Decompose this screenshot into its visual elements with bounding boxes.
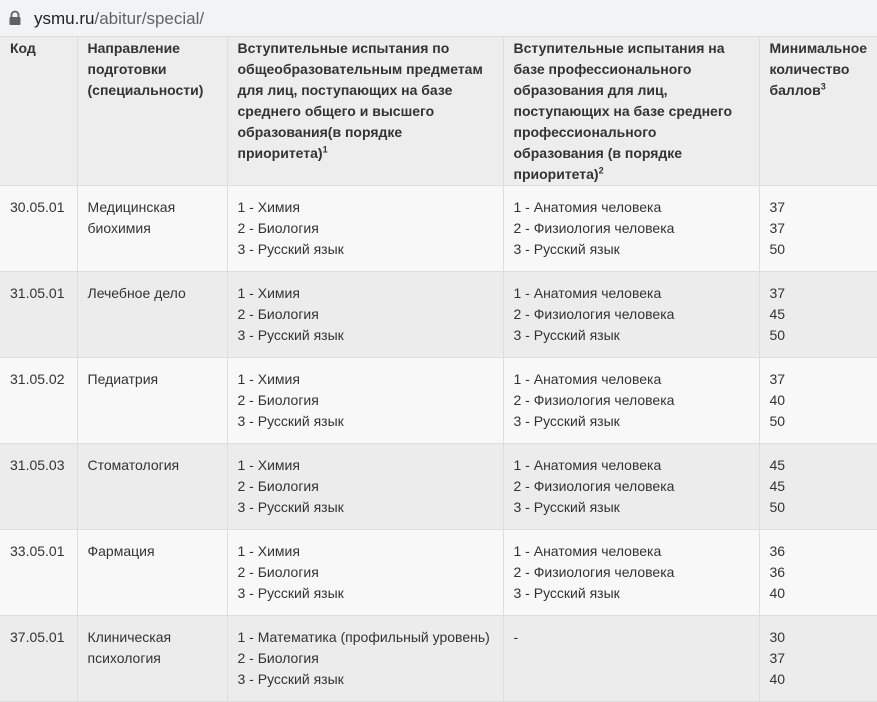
code-text: 31.05.01 bbox=[10, 285, 65, 301]
admission-table bbox=[0, 37, 877, 702]
cell-direction bbox=[77, 358, 227, 444]
cell-direction bbox=[77, 530, 227, 616]
cell-general-exams bbox=[227, 186, 503, 272]
exam-item: 1 - Анатомия человека bbox=[513, 199, 662, 215]
cell-code bbox=[0, 444, 77, 530]
exam-item: 2 - Физиология человека bbox=[513, 478, 675, 494]
code-text: 30.05.01 bbox=[10, 199, 65, 215]
exam-item: 2 - Физиология человека bbox=[513, 564, 675, 580]
url-text[interactable] bbox=[34, 9, 204, 29]
exam-item: 1 - Анатомия человека bbox=[513, 285, 662, 301]
score-value: 40 bbox=[769, 585, 786, 601]
exam-item: 2 - Физиология человека bbox=[513, 306, 675, 322]
cell-direction bbox=[77, 272, 227, 358]
header-general-exams: Вступительные испытания по общеобразовательным предметам для лиц, поступающих на базе среднего общего и высшего образования(в порядке приоритета)$^1$ bbox=[227, 37, 503, 186]
cell-direction bbox=[77, 444, 227, 530]
cell-min-score bbox=[759, 358, 877, 444]
table-row bbox=[0, 186, 877, 272]
cell-prof-exams bbox=[503, 186, 759, 272]
cell-code bbox=[0, 530, 77, 616]
cell-prof-exams bbox=[503, 530, 759, 616]
cell-direction bbox=[77, 186, 227, 272]
code-text: 37.05.01 bbox=[10, 629, 65, 645]
score-value: 37 bbox=[769, 199, 786, 215]
cell-prof-exams bbox=[503, 358, 759, 444]
exam-item: 1 - Анатомия человека bbox=[513, 457, 662, 473]
cell-code bbox=[0, 358, 77, 444]
score-value: 50 bbox=[769, 241, 786, 257]
exam-item: 1 - Химия bbox=[237, 543, 300, 559]
exam-item: 1 - Химия bbox=[237, 285, 300, 301]
direction-text: Фармация bbox=[87, 543, 155, 559]
exam-item: 2 - Физиология человека bbox=[513, 392, 675, 408]
footnote-3: 3 bbox=[820, 81, 826, 92]
footnote-1: 1 bbox=[322, 144, 328, 155]
direction-text: Стоматология bbox=[87, 457, 180, 473]
exam-item: 3 - Русский язык bbox=[237, 241, 344, 257]
cell-code bbox=[0, 186, 77, 272]
score-value: 40 bbox=[769, 392, 786, 408]
cell-min-score bbox=[759, 186, 877, 272]
cell-prof-exams bbox=[503, 272, 759, 358]
cell-min-score bbox=[759, 272, 877, 358]
exam-item: - bbox=[513, 629, 519, 645]
exam-item: 3 - Русский язык bbox=[237, 585, 344, 601]
exam-item: 3 - Русский язык bbox=[237, 499, 344, 515]
score-value: 45 bbox=[769, 457, 786, 473]
exam-item: 3 - Русский язык bbox=[237, 413, 344, 429]
exam-item: 3 - Русский язык bbox=[237, 327, 344, 343]
cell-prof-exams bbox=[503, 616, 759, 702]
cell-code bbox=[0, 616, 77, 702]
score-value: 30 bbox=[769, 629, 786, 645]
exam-item: 3 - Русский язык bbox=[513, 327, 620, 343]
url-path: /abitur/special/ bbox=[94, 9, 205, 28]
exam-item: 1 - Химия bbox=[237, 199, 300, 215]
cell-direction bbox=[77, 616, 227, 702]
table-row bbox=[0, 616, 877, 702]
code-text: 31.05.03 bbox=[10, 457, 65, 473]
direction-text: Педиатрия bbox=[87, 371, 159, 387]
cell-general-exams bbox=[227, 530, 503, 616]
header-code: Код bbox=[0, 37, 77, 186]
cell-general-exams bbox=[227, 444, 503, 530]
score-value: 37 bbox=[769, 220, 786, 236]
footnote-2: 2 bbox=[598, 165, 604, 176]
url-host: ysmu.ru bbox=[34, 9, 95, 28]
exam-item: 2 - Биология bbox=[237, 650, 319, 666]
score-value: 50 bbox=[769, 499, 786, 515]
header-direction: Направление подготовки (специальности) bbox=[77, 37, 227, 186]
exam-item: 1 - Математика (профильный уровень) bbox=[237, 629, 490, 645]
cell-general-exams bbox=[227, 616, 503, 702]
score-value: 37 bbox=[769, 371, 786, 387]
cell-prof-exams bbox=[503, 444, 759, 530]
exam-item: 1 - Химия bbox=[237, 457, 300, 473]
exam-item: 3 - Русский язык bbox=[513, 241, 620, 257]
exam-item: 1 - Химия bbox=[237, 371, 300, 387]
exam-item: 3 - Русский язык bbox=[513, 585, 620, 601]
score-value: 45 bbox=[769, 478, 786, 494]
score-value: 37 bbox=[769, 650, 786, 666]
cell-min-score bbox=[759, 444, 877, 530]
direction-text: Клиническая психология bbox=[87, 629, 172, 666]
code-text: 33.05.01 bbox=[10, 543, 65, 559]
cell-general-exams bbox=[227, 358, 503, 444]
exam-item: 2 - Физиология человека bbox=[513, 220, 675, 236]
cell-general-exams bbox=[227, 272, 503, 358]
exam-item: 3 - Русский язык bbox=[513, 499, 620, 515]
code-text: 31.05.02 bbox=[10, 371, 65, 387]
exam-item: 2 - Биология bbox=[237, 392, 319, 408]
exam-item: 3 - Русский язык bbox=[513, 413, 620, 429]
score-value: 36 bbox=[769, 564, 786, 580]
direction-text: Лечебное дело bbox=[87, 285, 186, 301]
score-value: 37 bbox=[769, 285, 786, 301]
header-min-score: Минимальное количество баллов$^3$ bbox=[759, 37, 877, 186]
score-value: 50 bbox=[769, 413, 786, 429]
cell-code bbox=[0, 272, 77, 358]
table-row bbox=[0, 444, 877, 530]
table-row bbox=[0, 272, 877, 358]
exam-item: 1 - Анатомия человека bbox=[513, 543, 662, 559]
exam-item: 2 - Биология bbox=[237, 220, 319, 236]
cell-min-score bbox=[759, 616, 877, 702]
score-value: 50 bbox=[769, 327, 786, 343]
direction-text: Медицинская биохимия bbox=[87, 199, 176, 236]
score-value: 40 bbox=[769, 671, 786, 687]
table-row bbox=[0, 358, 877, 444]
cell-min-score bbox=[759, 530, 877, 616]
address-bar[interactable] bbox=[0, 0, 877, 37]
exam-item: 3 - Русский язык bbox=[237, 671, 344, 687]
score-value: 45 bbox=[769, 306, 786, 322]
exam-item: 1 - Анатомия человека bbox=[513, 371, 662, 387]
header-row bbox=[0, 37, 877, 186]
score-value: 36 bbox=[769, 543, 786, 559]
exam-item: 2 - Биология bbox=[237, 478, 319, 494]
exam-item: 2 - Биология bbox=[237, 564, 319, 580]
header-prof-exams: Вступительные испытания на базе профессионального образования для лиц, поступающих на базе среднего профессионального образования (в порядке приоритета)$^2$ bbox=[503, 37, 759, 186]
lock-icon bbox=[8, 10, 22, 26]
table-row bbox=[0, 530, 877, 616]
exam-item: 2 - Биология bbox=[237, 306, 319, 322]
